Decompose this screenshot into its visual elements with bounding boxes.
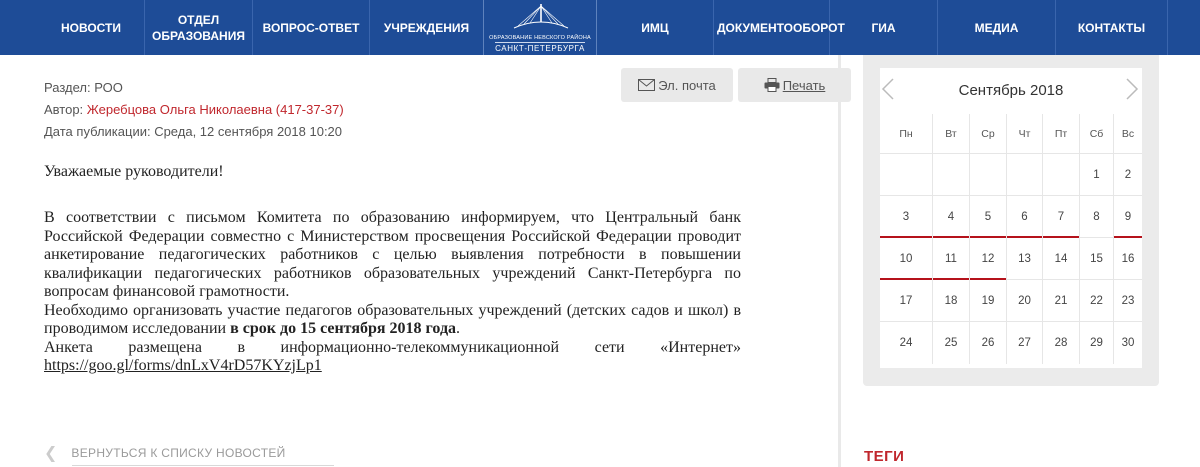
- nav-institutions-label: УЧРЕЖДЕНИЯ: [383, 20, 470, 35]
- calendar-empty-cell: [1007, 154, 1043, 196]
- calendar-weekday: Вс: [1114, 114, 1142, 154]
- calendar-day-with-news[interactable]: 7: [1043, 196, 1080, 238]
- nav-faq-label: ВОПРОС-ОТВЕТ: [262, 20, 360, 35]
- calendar-day[interactable]: 24: [880, 322, 933, 364]
- nav-faq[interactable]: [253, 0, 370, 55]
- calendar-day-with-news[interactable]: 11: [933, 238, 970, 280]
- article-paragraph-2: [44, 302, 741, 339]
- calendar-widget: [880, 68, 1142, 368]
- print-button-label: Печать: [782, 77, 826, 93]
- calendar-day[interactable]: 16: [1114, 238, 1142, 280]
- meta-author: [44, 102, 344, 117]
- article-paragraph-3-start: Анкета размещена в информационно-телекоммуникационной сети «Интернет»: [44, 338, 741, 356]
- nav-department[interactable]: [145, 0, 253, 55]
- calendar-day-with-news[interactable]: 9: [1114, 196, 1142, 238]
- meta-section: Раздел: РОО: [44, 80, 123, 95]
- calendar-header: [880, 68, 1142, 113]
- meta-author-name[interactable]: Жеребцова Ольга Николаевна (417-37-37): [86, 102, 344, 117]
- calendar-next-button[interactable]: [1126, 78, 1138, 104]
- nav-contacts[interactable]: [1056, 0, 1168, 55]
- calendar-weekday-row: [880, 114, 1142, 154]
- bridge-logo-icon: [512, 2, 570, 30]
- column-divider: [838, 55, 841, 467]
- calendar-day[interactable]: 21: [1043, 280, 1080, 322]
- calendar-weekday: Пт: [1043, 114, 1080, 154]
- calendar-weekday: Сб: [1080, 114, 1114, 154]
- article-paragraph-2-end: .: [456, 320, 461, 337]
- nav-media-label: МЕДИА: [974, 20, 1019, 35]
- chevron-right-icon: [1126, 78, 1138, 100]
- calendar-day-with-news[interactable]: 3: [880, 196, 933, 238]
- calendar-day-with-news[interactable]: 5: [970, 196, 1007, 238]
- print-button[interactable]: [738, 68, 851, 102]
- calendar-day-with-news[interactable]: 12: [970, 238, 1007, 280]
- calendar-month-title: Сентябрь 2018: [958, 82, 1064, 99]
- back-to-news-link[interactable]: [44, 443, 286, 463]
- calendar-day-with-news[interactable]: 6: [1007, 196, 1043, 238]
- nav-media[interactable]: [938, 0, 1056, 55]
- calendar-empty-cell: [933, 154, 970, 196]
- nav-gia-label: ГИА: [871, 20, 896, 35]
- nav-department-label-line2: ОБРАЗОВАНИЯ: [152, 28, 245, 43]
- article-body: [44, 209, 741, 376]
- calendar-day[interactable]: 29: [1080, 322, 1114, 364]
- tags-heading: ТЕГИ: [864, 448, 905, 465]
- top-navigation: [0, 0, 1200, 55]
- calendar-empty-cell: [1043, 154, 1080, 196]
- logo-line-2: САНКТ-ПЕТЕРБУРГА: [495, 44, 585, 53]
- email-button[interactable]: [621, 68, 733, 102]
- calendar-day[interactable]: 27: [1007, 322, 1043, 364]
- chevron-left-icon: ❮: [44, 445, 58, 462]
- meta-published-date: Дата публикации: Среда, 12 сентября 2018 10:20: [44, 124, 343, 139]
- calendar-empty-cell: [970, 154, 1007, 196]
- logo-line-1: ОБРАЗОВАНИЕ НЕВСКОГО РАЙОНА: [489, 35, 591, 41]
- divider-line: [72, 465, 334, 466]
- calendar-weekday: Чт: [1007, 114, 1043, 154]
- meta-author-label: Автор:: [44, 102, 87, 117]
- calendar-week-row: [880, 154, 1142, 196]
- calendar-weekday: Ср: [970, 114, 1007, 154]
- calendar-day[interactable]: 13: [1007, 238, 1043, 280]
- nav-news-label: НОВОСТИ: [60, 20, 122, 35]
- calendar-day[interactable]: 19: [970, 280, 1007, 322]
- article-paragraph-2-start: Необходимо организовать участие педагогов образовательных учреждений (детских садов и школ) в проводимом исследовании: [44, 301, 741, 337]
- site-logo[interactable]: [483, 0, 597, 55]
- calendar-day[interactable]: 26: [970, 322, 1007, 364]
- calendar-weekday: Пн: [880, 114, 933, 154]
- chevron-left-icon: [882, 78, 894, 100]
- calendar-day[interactable]: 18: [933, 280, 970, 322]
- nav-news[interactable]: [38, 0, 145, 55]
- calendar-empty-cell: [880, 154, 933, 196]
- nav-imc[interactable]: [597, 0, 714, 55]
- calendar-week-row: [880, 280, 1142, 322]
- calendar-day[interactable]: 30: [1121, 337, 1135, 349]
- calendar-day[interactable]: 17: [880, 280, 933, 322]
- calendar-day[interactable]: 22: [1080, 280, 1114, 322]
- calendar-day[interactable]: 28: [1043, 322, 1080, 364]
- calendar-week-row: [880, 196, 1142, 238]
- nav-document-flow[interactable]: [714, 0, 845, 55]
- calendar-day-with-news[interactable]: 4: [933, 196, 970, 238]
- calendar-grid: [880, 114, 1142, 364]
- email-button-label: Эл. почта: [658, 77, 716, 93]
- article-deadline: в срок до 15 сентября 2018 года: [230, 320, 457, 337]
- calendar-day[interactable]: 14: [1043, 238, 1080, 280]
- calendar-day[interactable]: 25: [933, 322, 970, 364]
- nav-contacts-label: КОНТАКТЫ: [1077, 20, 1146, 35]
- back-to-news-label: ВЕРНУТЬСЯ К СПИСКУ НОВОСТЕЙ: [71, 446, 286, 460]
- nav-gia[interactable]: [830, 0, 938, 55]
- article-greeting: Уважаемые руководители!: [44, 163, 224, 180]
- calendar-week-row: [880, 322, 1142, 364]
- calendar-weekday: Вт: [933, 114, 970, 154]
- calendar-day[interactable]: 15: [1080, 238, 1114, 280]
- calendar-prev-button[interactable]: [882, 78, 894, 104]
- printer-icon: [764, 78, 780, 92]
- calendar-day[interactable]: 20: [1007, 280, 1043, 322]
- survey-link[interactable]: https://goo.gl/forms/dnLxV4rD57KYzjLp1: [44, 357, 322, 374]
- article-paragraph-1: В соответствии с письмом Комитета по образованию информируем, что Центральный банк Российской Федерации совместно с Министерством просвещения Российской Федерации проводит анкетирование педагогических работников с целью выявления потребности в повышении квалификации педагогических работников образовательных учреждений Санкт-Петербурга по вопросам финансовой грамотности.: [44, 209, 741, 300]
- calendar-week-row: [880, 238, 1142, 280]
- nav-department-label-line1: ОТДЕЛ: [177, 12, 220, 27]
- calendar-day[interactable]: 1: [1080, 154, 1114, 196]
- calendar-day[interactable]: 8: [1080, 196, 1114, 238]
- calendar-day[interactable]: 23: [1114, 280, 1142, 322]
- calendar-day-with-news[interactable]: 10: [880, 238, 933, 280]
- nav-imc-label: ИМЦ: [641, 20, 669, 35]
- article-paragraph-3: [44, 339, 741, 376]
- nav-document-flow-label: ДОКУМЕНТООБОРОТ: [717, 20, 845, 35]
- envelope-icon: [638, 79, 655, 91]
- calendar-day[interactable]: 2: [1114, 154, 1142, 196]
- nav-institutions[interactable]: [370, 0, 483, 55]
